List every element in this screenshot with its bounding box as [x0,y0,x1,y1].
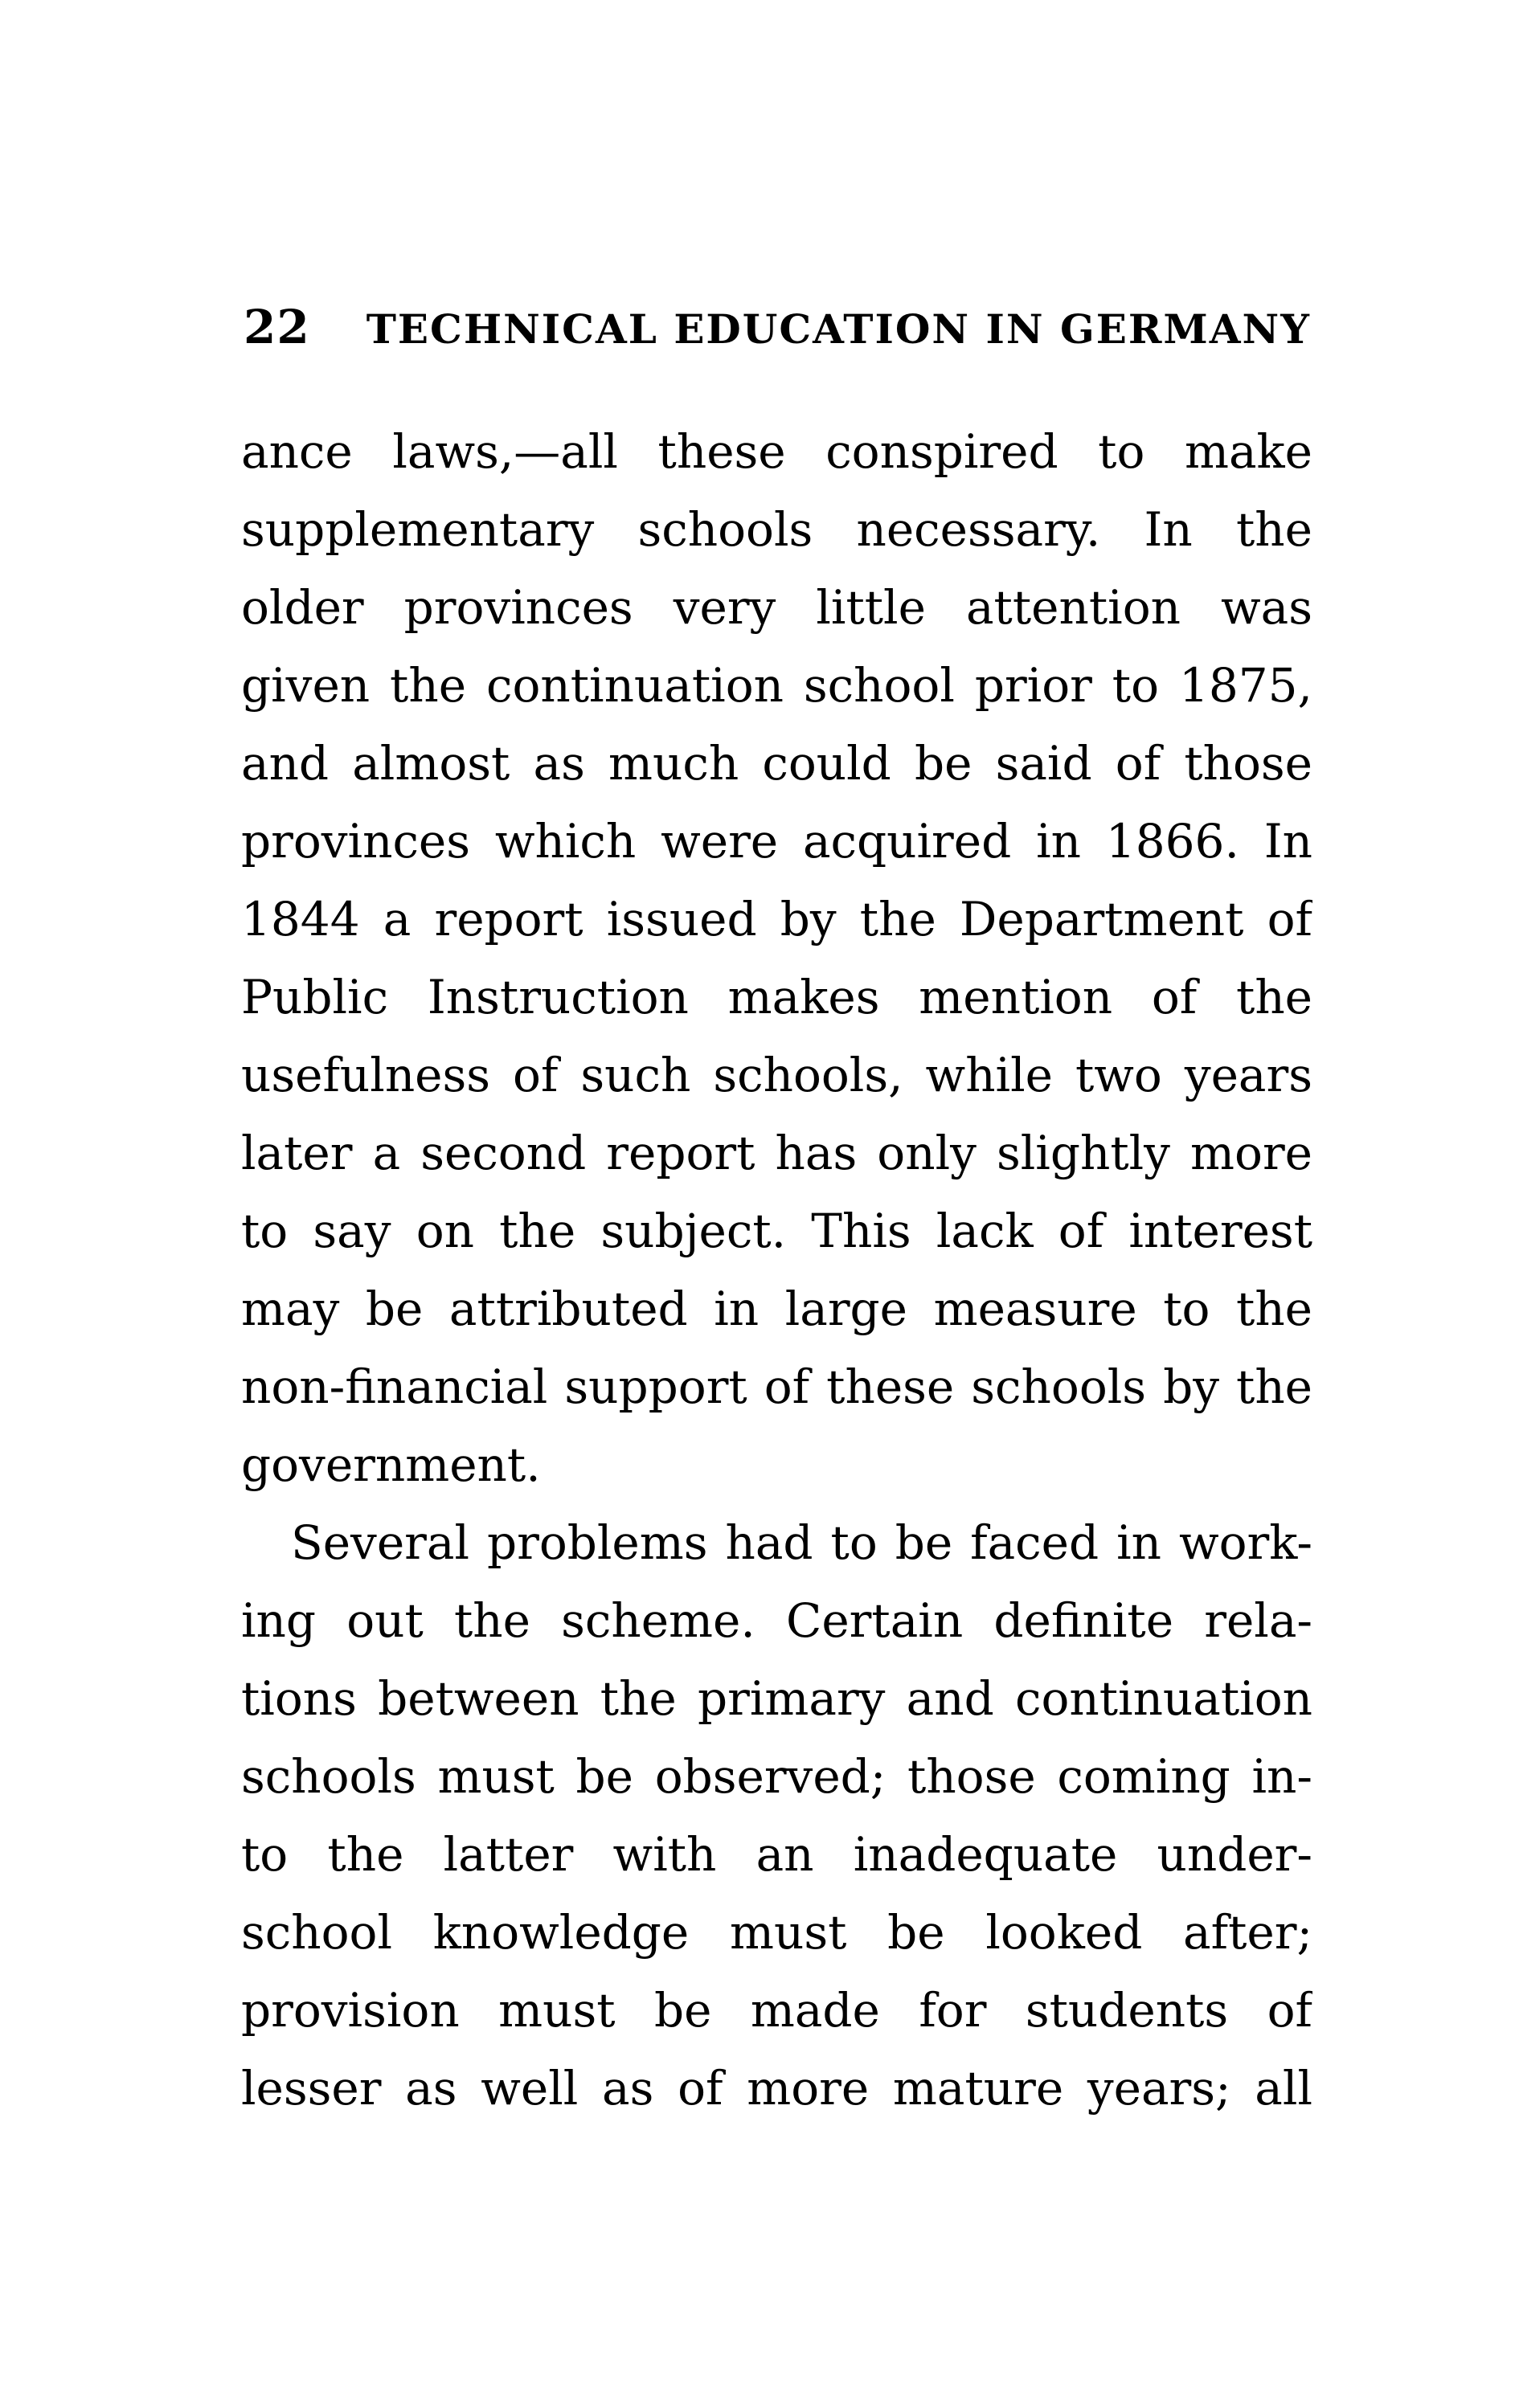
text-line: provision must be made for students of [241,1983,1312,2038]
text-line: and almost as much could be said of those [241,736,1312,791]
text-line: 1844 a report issued by the Department of [241,892,1312,946]
text-line: provinces which were acquired in 1866. In [241,814,1312,869]
text-line: schools must be observed; those coming in- [241,1749,1312,1804]
text-line: ance laws,—all these conspired to make [241,424,1312,479]
text-line: to the latter with an inadequate under- [241,1827,1312,1882]
text-line: school knowledge must be looked after; [241,1905,1312,1960]
text-line: lesser as well as of more mature years; all [241,2061,1312,2116]
text-line: Several problems had to be faced in work- [291,1515,1312,1570]
text-line: non-financial support of these schools by the [241,1359,1312,1414]
text-line: tions between the primary and continuation [241,1671,1312,1726]
text-line: later a second report has only slightly more [241,1126,1312,1180]
text-line: given the continuation school prior to 1875, [241,658,1312,713]
text-line: may be attributed in large measure to the [241,1282,1312,1336]
text-line: government. [241,1437,541,1492]
body-text [241,413,1312,2128]
text-line: to say on the subject. This lack of interest [241,1204,1312,1258]
page-number: 22 [244,300,310,354]
text-line: supplementary schools necessary. In the [241,502,1312,557]
text-line: Public Instruction makes mention of the [241,970,1312,1024]
running-title: TECHNICAL EDUCATION IN GERMANY [366,305,1311,353]
page-header [244,300,1311,354]
text-line: usefulness of such schools, while two years [241,1048,1312,1102]
text-line: ing out the scheme. Certain definite rela- [241,1593,1312,1648]
text-line: older provinces very little attention was [241,580,1312,635]
